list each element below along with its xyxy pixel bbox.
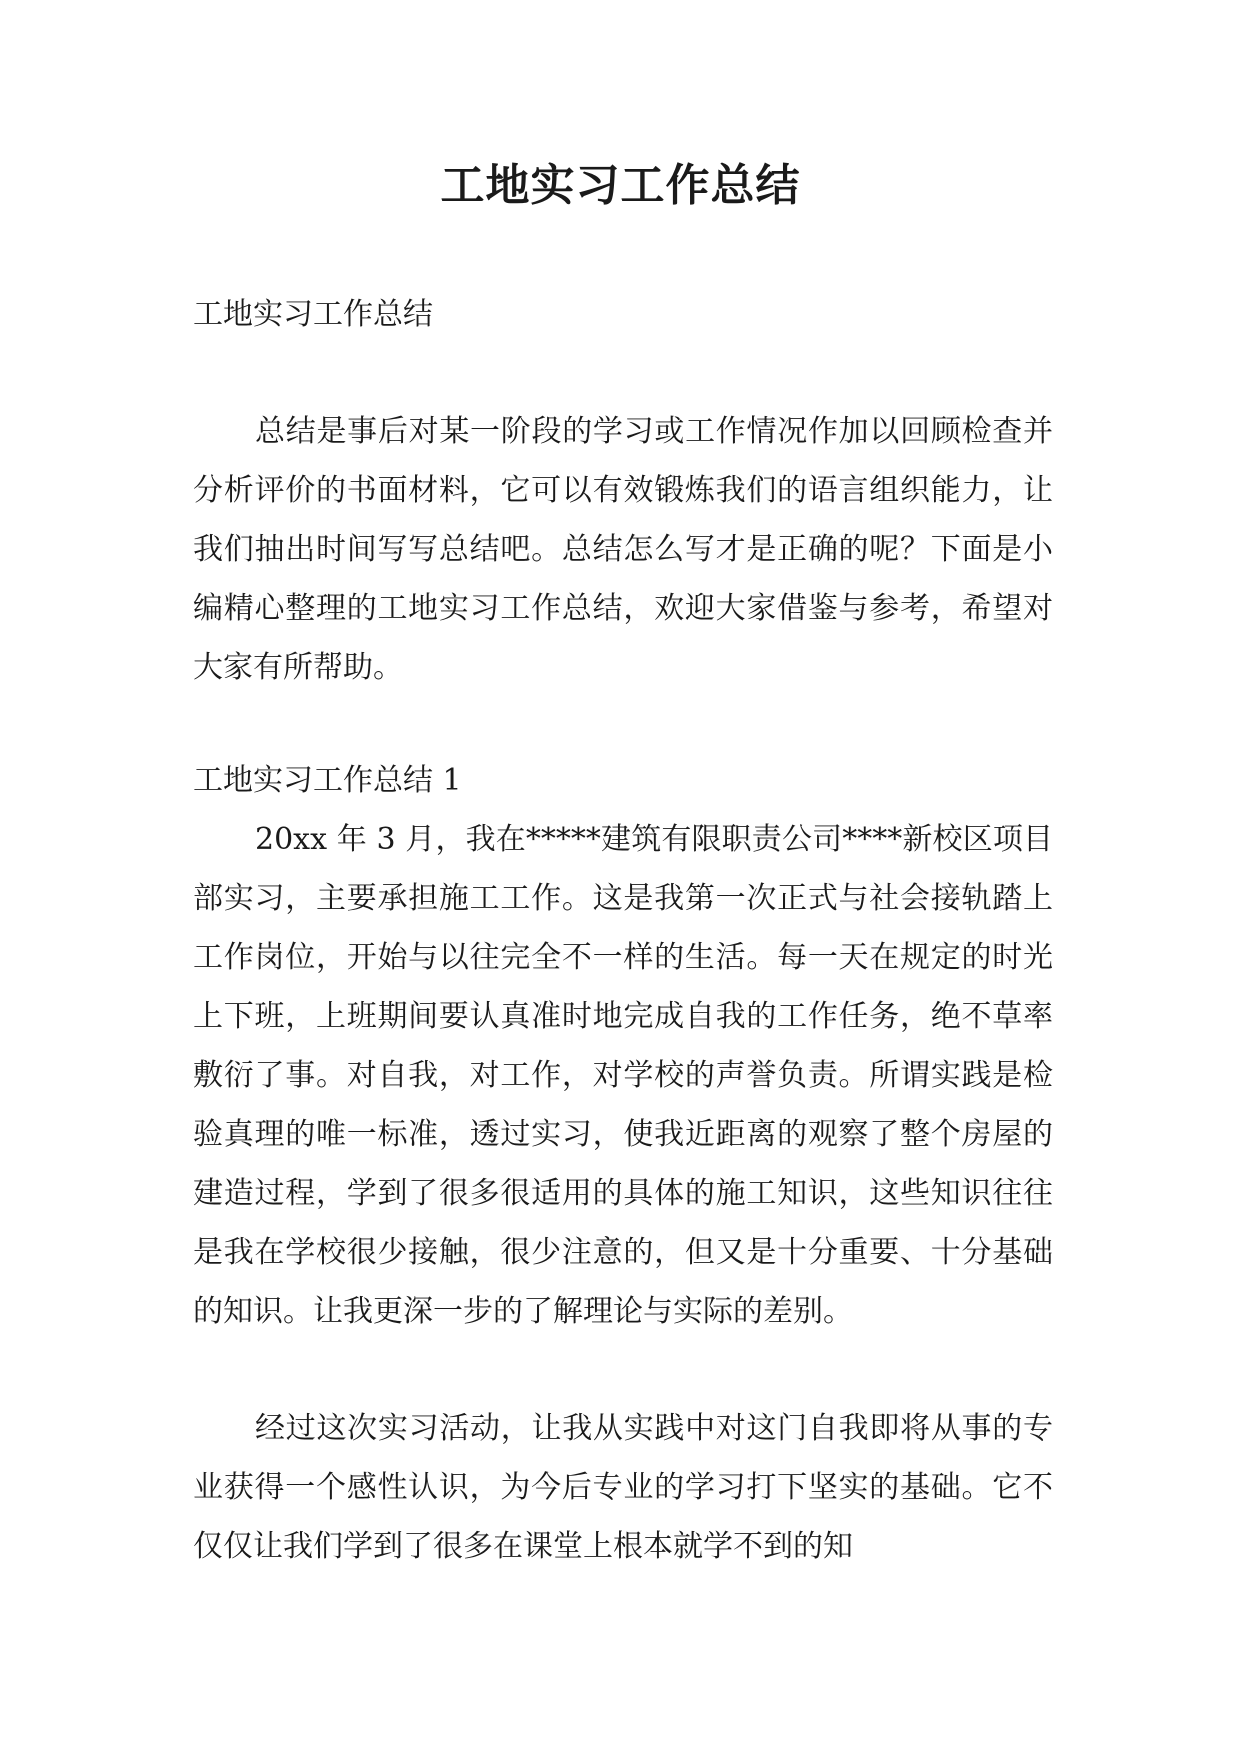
section-paragraph: 20xx 年 3 月，我在*****建筑有限职责公司****新校区项目部实习，主要承担施工工作。这是我第一次正式与社会接轨踏上工作岗位，开始与以往完全不一样的生活。每一天在规定的时光上下班，上班期间要认真准时地完成自我的工作任务，绝不草率敷衍了事。对自我，对工作，对学校的声誉负责。所谓实践是检验真理的唯一标准，透过实习，使我近距离的观察了整个房屋的建造过程，学到了很多很适用的具体的施工知识，这些知识往往是我在学校很少接触，很少注意的，但又是十分重要、十分基础的知识。让我更深一步的了解理论与实际的差别。 [193, 822, 1053, 1329]
document-title: 工地实习工作总结 [440, 160, 801, 211]
intro-paragraph: 总结是事后对某一阶段的学习或工作情况作加以回顾检查并分析评价的书面材料，它可以有效锻炼我们的语言组织能力，让我们抽出时间写写总结吧。总结怎么写才是正确的呢？下面是小编精心整理的工地实习工作总结，欢迎大家借鉴与参考，希望对大家有所帮助。 [193, 414, 1053, 685]
section-heading: 工地实习工作总结 1 [193, 763, 462, 798]
document-subtitle: 工地实习工作总结 [193, 297, 433, 332]
section-paragraph: 经过这次实习活动，让我从实践中对这门自我即将从事的专业获得一个感性认识，为今后专业的学习打下坚实的基础。它不仅仅让我们学到了很多在课堂上根本就学不到的知 [193, 1411, 1053, 1564]
